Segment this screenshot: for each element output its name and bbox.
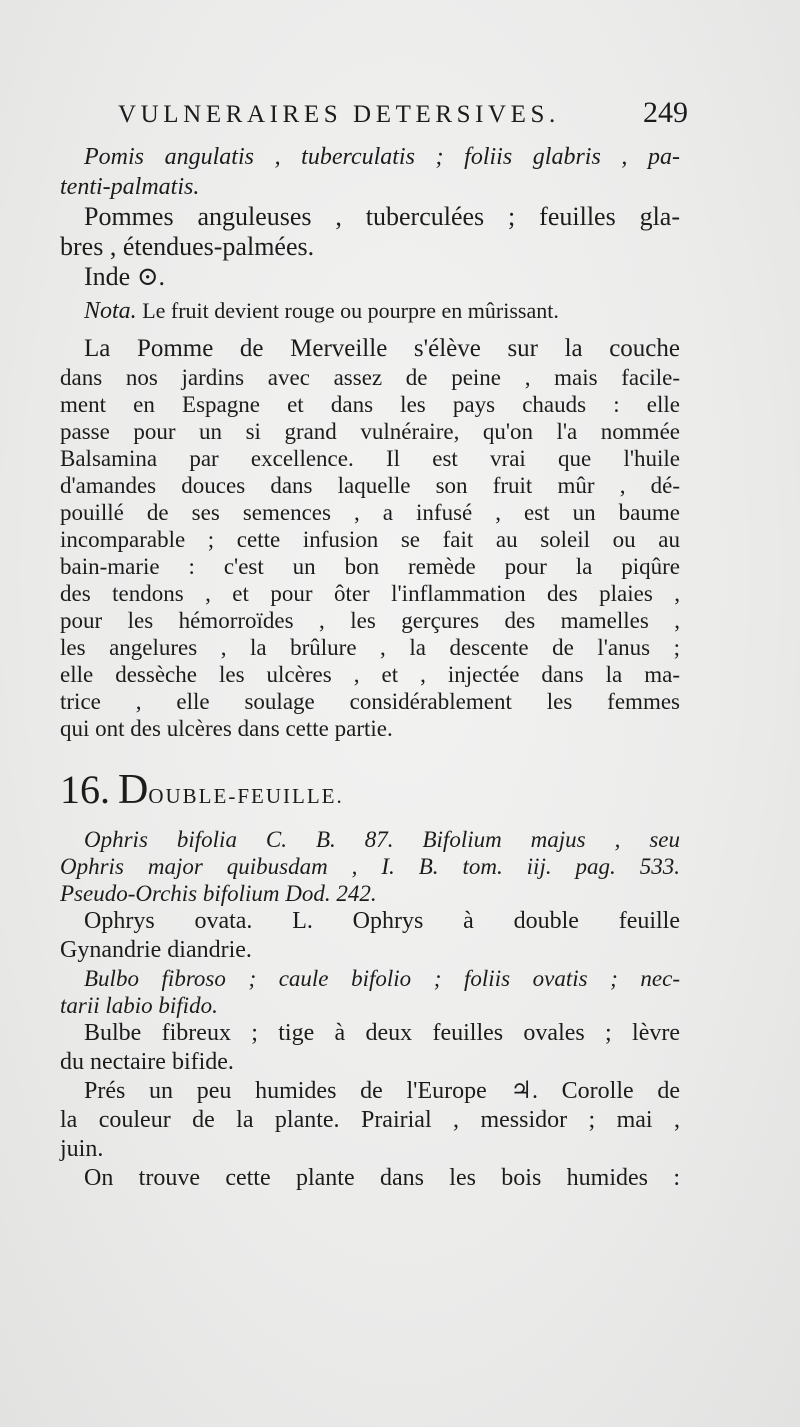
page-number: 249 bbox=[643, 96, 688, 129]
french-description-line: du nectaire bifide. bbox=[60, 1049, 234, 1075]
page-header bbox=[118, 96, 688, 130]
section-heading bbox=[60, 762, 680, 824]
classification-line: Gynandrie diandrie. bbox=[60, 937, 252, 963]
paragraph-line: On trouve cette plante dans les bois humides : bbox=[84, 1165, 680, 1191]
habitat-line: Inde ⊙. bbox=[84, 262, 165, 291]
synonym-line: Ophris major quibusdam , I. B. tom. iij. pag. 533. bbox=[60, 854, 680, 879]
section-title: OUBLE-FEUILLE. bbox=[148, 784, 344, 808]
french-description-line: Pommes anguleuses , tuberculées ; feuilles gla- bbox=[84, 202, 680, 231]
nota-label: Nota. bbox=[84, 298, 137, 324]
french-description-line: bres , étendues-palmées. bbox=[60, 232, 315, 261]
paragraph-line: qui ont des ulcères dans cette partie. bbox=[60, 716, 393, 741]
paragraph-line: incomparable ; cette infusion se fait au soleil ou au bbox=[60, 527, 680, 552]
paragraph-line: des tendons , et pour ôter l'inflammation des plaies , bbox=[60, 581, 680, 606]
nota-note bbox=[60, 296, 680, 326]
paragraph-line: ment en Espagne et dans les pays chauds : elle bbox=[60, 392, 680, 417]
paragraph-line: trice , elle soulage considérablement les femmes bbox=[60, 689, 680, 714]
paragraph-line: dans nos jardins avec assez de peine , mais facile- bbox=[60, 365, 680, 390]
species-description bbox=[60, 142, 680, 292]
french-description-line: Bulbe fibreux ; tige à deux feuilles ovales ; lèvre bbox=[84, 1020, 680, 1046]
paragraph-line: pour les hémorroïdes , les gerçures des mamelles , bbox=[60, 608, 680, 633]
nota-text: Le fruit devient rouge ou pourpre en mûrissant. bbox=[142, 298, 559, 323]
section-drop-letter: D bbox=[118, 767, 149, 813]
paragraph-line: elle dessèche les ulcères , et , injectée dans la ma- bbox=[60, 662, 680, 687]
linnaean-name-line: Ophrys ovata. L. Ophrys à double feuille bbox=[84, 908, 680, 934]
paragraph-line: bain-marie : c'est un bon remède pour la piqûre bbox=[60, 554, 680, 579]
paragraph-line: d'amandes douces dans laquelle son fruit mûr , dé- bbox=[60, 473, 680, 498]
paragraph-line: les angelures , la brûlure , la descente de l'anus ; bbox=[60, 635, 680, 660]
synonym-line: Ophris bifolia C. B. 87. Bifolium majus , seu bbox=[84, 827, 680, 852]
paragraph-line: Balsamina par excellence. Il est vrai que l'huile bbox=[60, 446, 680, 471]
latin-diagnosis-line: tarii labio bifido. bbox=[60, 993, 218, 1018]
paragraph-line: La Pomme de Merveille s'élève sur la couche bbox=[84, 335, 680, 362]
double-feuille-entry bbox=[60, 826, 680, 1193]
section-number: 16. bbox=[60, 767, 110, 812]
habitat-line: Prés un peu humides de l'Europe ♃. Corolle de bbox=[84, 1078, 680, 1104]
habitat-line: la couleur de la plante. Prairial , messidor ; mai , bbox=[60, 1107, 680, 1133]
body-paragraph bbox=[60, 334, 680, 742]
latin-diagnosis-line: tenti-palmatis. bbox=[60, 174, 200, 200]
latin-diagnosis-line: Pomis angulatis , tuberculatis ; foliis glabris , pa- bbox=[84, 144, 680, 170]
running-title: VULNERAIRES DETERSIVES. bbox=[118, 101, 560, 128]
paragraph-line: pouillé de ses semences , a infusé , est un baume bbox=[60, 500, 680, 525]
paragraph-line: passe pour un si grand vulnéraire, qu'on l'a nommée bbox=[60, 419, 680, 444]
synonym-line: Pseudo-Orchis bifolium Dod. 242. bbox=[60, 881, 377, 906]
habitat-line: juin. bbox=[60, 1136, 104, 1162]
latin-diagnosis-line: Bulbo fibroso ; caule bifolio ; foliis ovatis ; nec- bbox=[84, 966, 680, 991]
